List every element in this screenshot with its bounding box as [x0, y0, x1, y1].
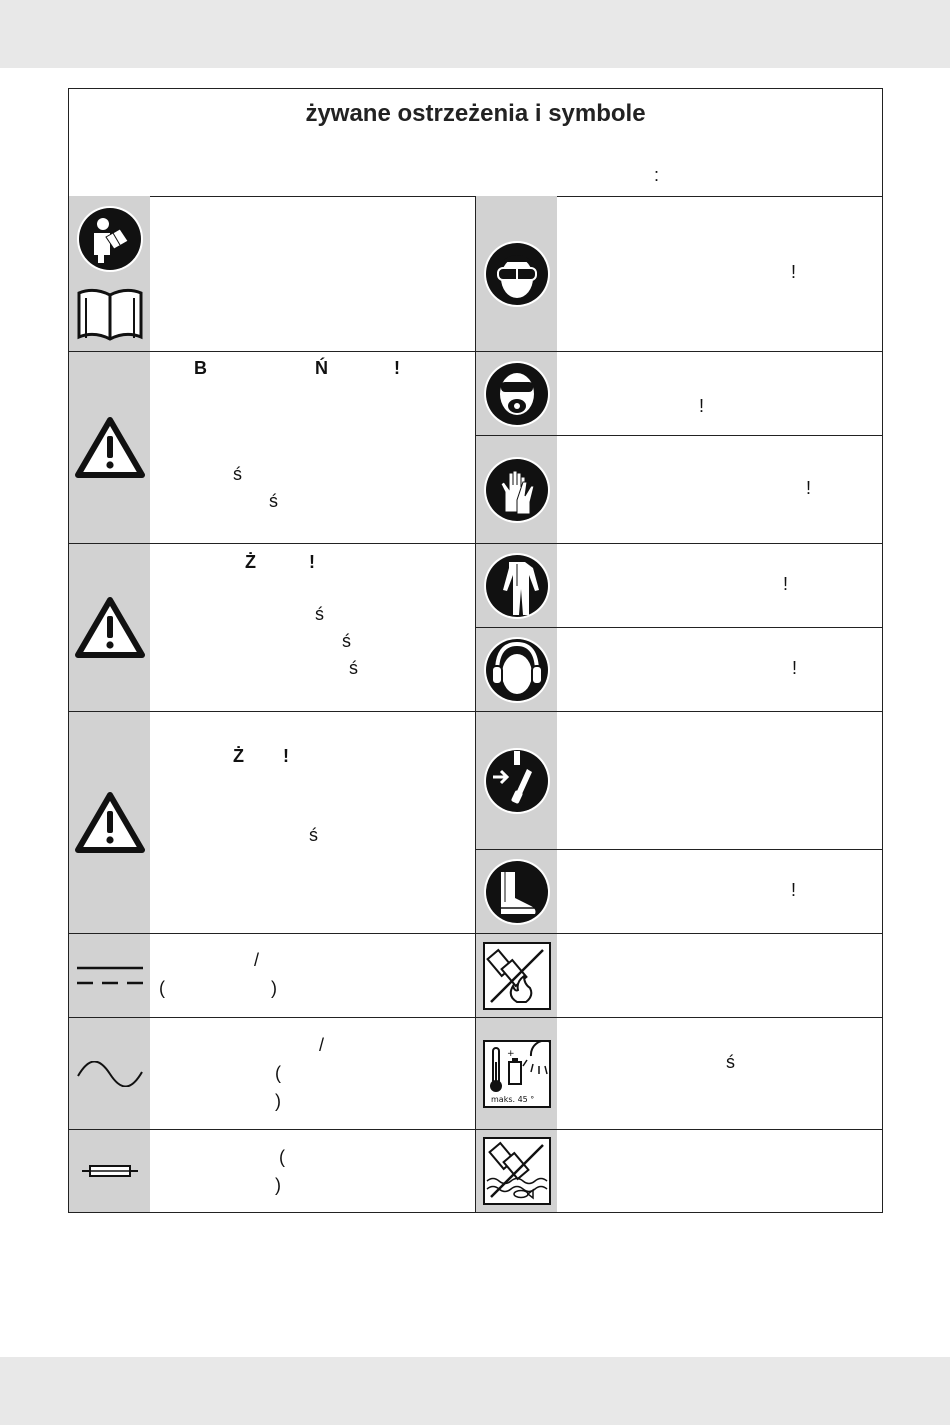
bottom-margin-band — [0, 1357, 950, 1425]
text-fragment: / — [254, 950, 260, 970]
text-fragment: ( — [159, 978, 165, 998]
top-margin-band — [0, 0, 950, 68]
text-fragment: Ż — [245, 552, 256, 572]
text-fragment: ! — [783, 574, 789, 594]
right-row-clothing — [476, 543, 882, 627]
text-fragment: ś — [726, 1052, 735, 1072]
text-fragment: ś — [269, 491, 278, 511]
left-row-fuse — [69, 1129, 475, 1212]
warning-triangle-icon — [75, 597, 145, 659]
right-row-no-water — [476, 1129, 882, 1212]
text-fragment: ś — [233, 464, 242, 484]
ear-protection-icon — [483, 636, 551, 704]
right-row-no-fire — [476, 933, 882, 1017]
direct-current-symbol-icon — [75, 965, 145, 987]
text-fragment: ! — [309, 552, 315, 572]
text-fragment: ś — [342, 631, 351, 651]
text-fragment: ( — [279, 1147, 285, 1167]
text-fragment: Ń — [315, 358, 328, 378]
header-colon: : — [654, 165, 660, 185]
text-fragment: ! — [394, 358, 400, 378]
left-row-caution — [69, 711, 475, 933]
warning-triangle-icon — [75, 417, 145, 479]
text-fragment: / — [319, 1035, 325, 1055]
left-row-ac — [69, 1017, 475, 1129]
battery-temperature-icon — [483, 1040, 551, 1108]
left-row-manual — [69, 196, 475, 351]
disconnect-plug-icon — [483, 747, 551, 815]
text-fragment: ś — [315, 604, 324, 624]
svg-text:+: + — [506, 1048, 515, 1059]
fuse-symbol-icon — [80, 1164, 140, 1178]
read-manual-icon — [76, 205, 144, 273]
text-fragment: Ż — [233, 746, 244, 766]
text-fragment: ś — [309, 825, 318, 845]
manual-book-icon — [76, 285, 144, 343]
text-fragment: ! — [283, 746, 289, 766]
right-row-disconnect — [476, 711, 882, 849]
protective-clothing-icon — [483, 552, 551, 620]
text-fragment: ! — [791, 262, 797, 282]
symbols-table — [68, 88, 883, 1213]
right-row-gloves — [476, 435, 882, 543]
protective-gloves-icon — [483, 456, 551, 524]
text-fragment: ) — [271, 978, 277, 998]
text-fragment: ) — [275, 1175, 281, 1195]
right-row-temperature — [476, 1017, 882, 1129]
warning-triangle-icon — [75, 792, 145, 854]
text-fragment: ) — [275, 1091, 281, 1111]
eye-protection-icon — [483, 240, 551, 308]
text-fragment: ! — [699, 396, 705, 416]
no-fire-battery-icon — [483, 942, 551, 1010]
safety-boots-icon — [483, 858, 551, 926]
right-row-respirator — [476, 351, 882, 435]
page-title: żywane ostrzeżenia i symbole — [305, 100, 646, 127]
text-fragment: ! — [806, 478, 812, 498]
text-fragment: ś — [349, 658, 358, 678]
left-row-warning — [69, 543, 475, 711]
text-fragment: ( — [275, 1063, 281, 1083]
respirator-mask-icon — [483, 360, 551, 428]
right-row-boots — [476, 849, 882, 933]
text-fragment: ! — [792, 658, 798, 678]
table-header — [69, 89, 882, 197]
alternating-current-symbol-icon — [75, 1061, 145, 1087]
left-row-danger — [69, 351, 475, 543]
left-row-dc — [69, 933, 475, 1017]
no-water-battery-icon — [483, 1137, 551, 1205]
right-row-eye-protection — [476, 196, 882, 351]
temperature-label: maks. 45 ° — [490, 1094, 534, 1104]
text-fragment: B — [194, 358, 207, 378]
text-fragment: ! — [791, 880, 797, 900]
right-row-ear-protection — [476, 627, 882, 711]
